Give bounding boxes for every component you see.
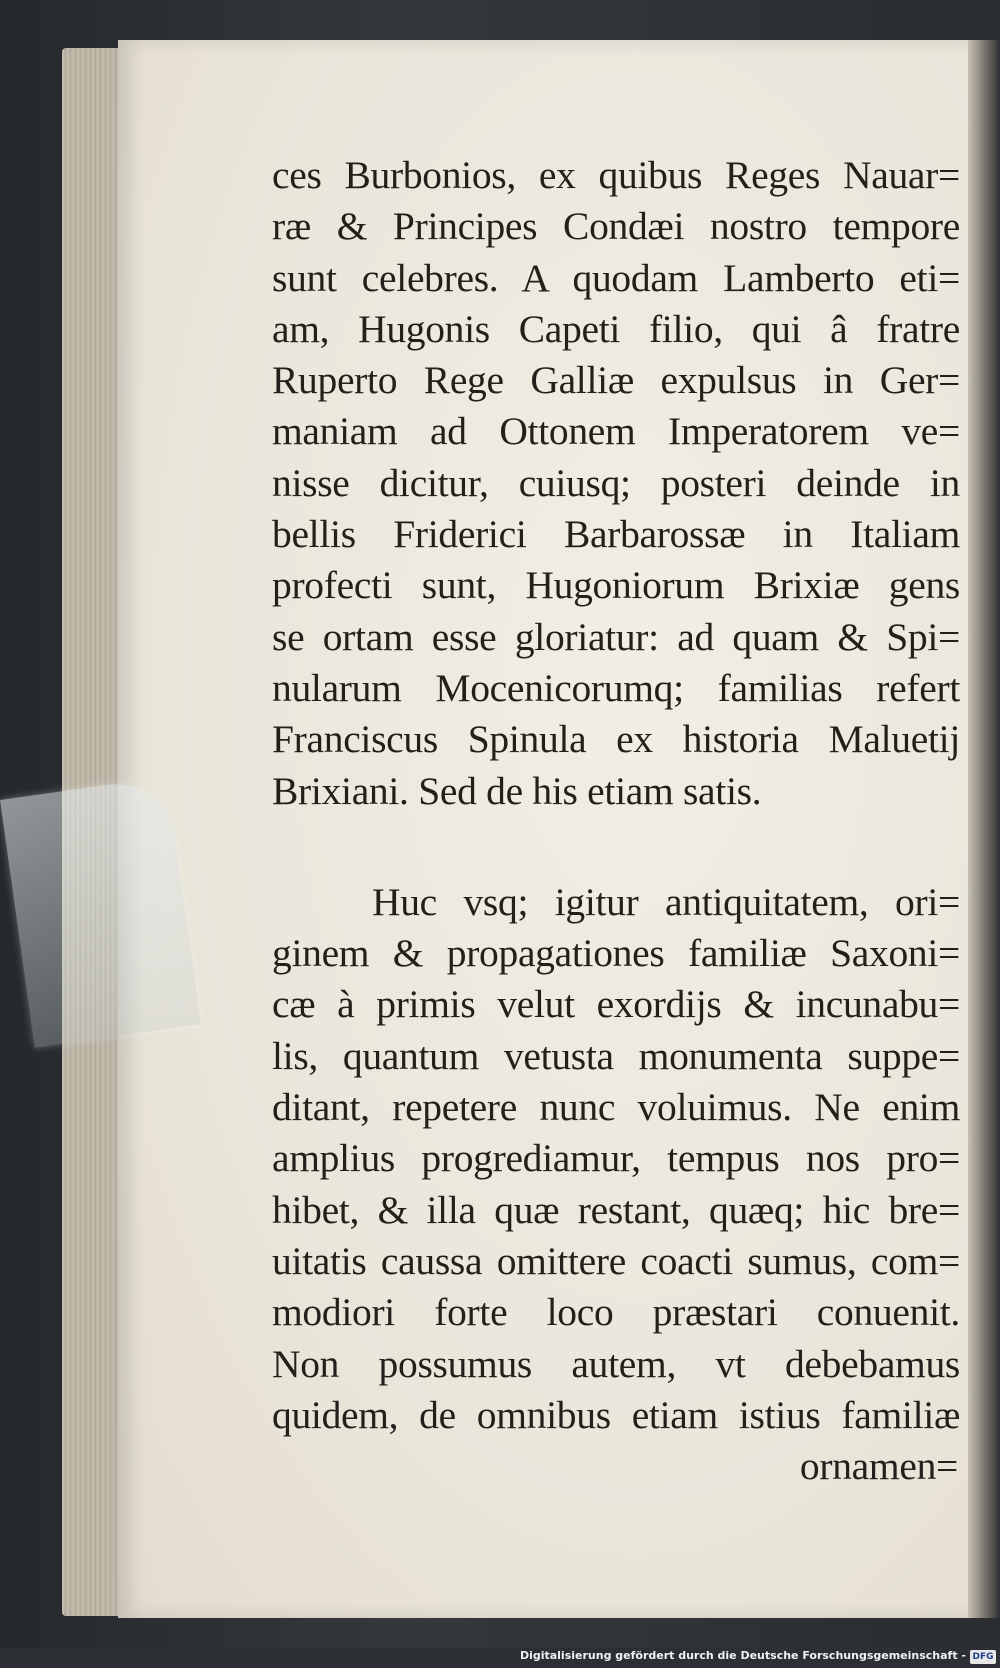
text-line: quidem, de omnibus etiam istius familiæ [272, 1392, 960, 1437]
text-line: bellis Friderici Barbarossæ in Italiam [272, 512, 960, 557]
text-line: amplius progrediamur, tempus nos pro= [272, 1136, 960, 1181]
dfg-logo-icon: DFG [970, 1650, 996, 1664]
book-gutter [968, 40, 1000, 1618]
page-text [272, 150, 960, 1492]
text-line: ræ & Principes Condæi nostro tempore [272, 204, 960, 249]
text-line: ditant, repetere nunc voluimus. Ne enim [272, 1085, 960, 1130]
text-line: sunt celebres. A quodam Lamberto eti= [272, 255, 960, 300]
text-line: am, Hugonis Capeti filio, qui â fratre [272, 306, 960, 351]
text-line: profecti sunt, Hugoniorum Brixiæ gens [272, 563, 960, 608]
text-line: modiori forte loco præstari conuenit. [272, 1290, 960, 1335]
text-line: Huc vsq; igitur antiquitatem, ori= [372, 879, 960, 924]
text-line: Ruperto Rege Galliæ expulsus in Ger= [272, 358, 960, 403]
digitization-credit: Digitalisierung gefördert durch die Deutsche Forschungsgemeinschaft - [519, 1649, 966, 1662]
text-line: se ortam esse gloriatur: ad quam & Spi= [272, 614, 960, 659]
text-line: ginem & propagationes familiæ Saxoni= [272, 931, 960, 976]
text-line: Non possumus autem, vt debebamus [272, 1341, 960, 1386]
text-line: maniam ad Ottonem Imperatorem ve= [272, 409, 960, 454]
text-line: hibet, & illa quæ restant, quæq; hic bre= [272, 1187, 960, 1232]
text-line: ces Burbonios, ex quibus Reges Nauar= [272, 153, 960, 197]
text-line: Brixiani. Sed de his etiam satis. [272, 768, 762, 813]
text-line: nisse dicitur, cuiusq; posteri deinde in [272, 460, 960, 505]
text-line: uitatis caussa omittere coacti sumus, com= [272, 1238, 960, 1283]
text-line: cæ à primis velut exordijs & incunabu= [272, 982, 960, 1027]
catchword: ornamen= [799, 1444, 958, 1489]
text-line: Franciscus Spinula ex historia Maluetij [272, 717, 960, 762]
paragraph-gap [272, 817, 960, 877]
text-line: nularum Mocenicorumq; familias refert [272, 665, 960, 710]
text-line: lis, quantum vetusta monumenta suppe= [272, 1033, 960, 1078]
